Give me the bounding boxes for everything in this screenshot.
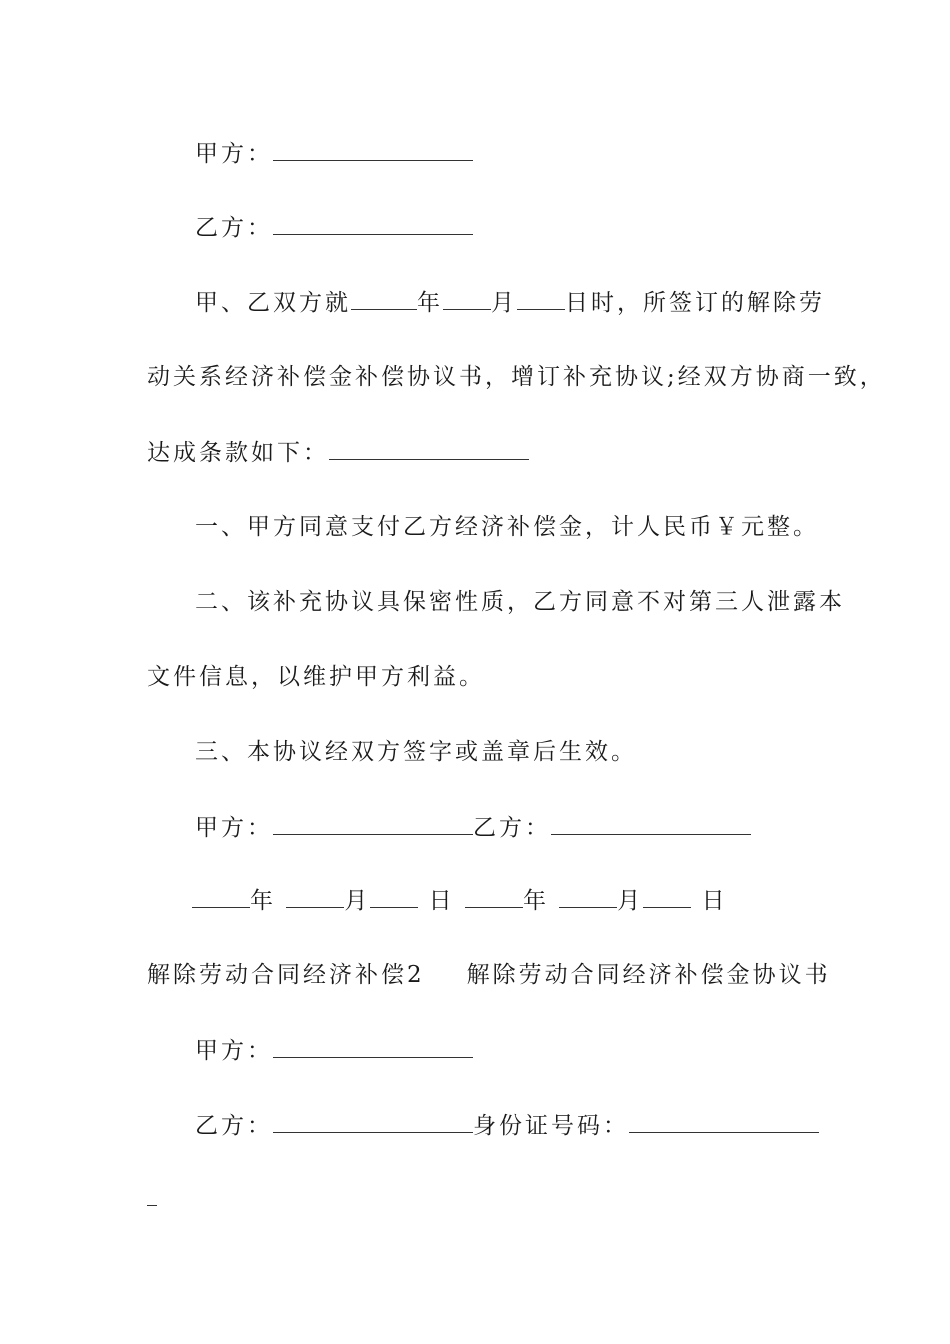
day-blank[interactable] xyxy=(517,287,565,310)
sig-a-month-blank[interactable] xyxy=(286,885,344,908)
party-a-line xyxy=(195,138,473,169)
sig-party-b-label: 乙方： xyxy=(473,815,551,841)
sig-a-month-label: 月 xyxy=(344,888,371,914)
section-2-party-b-blank[interactable] xyxy=(273,1110,473,1133)
sig-a-year-blank[interactable] xyxy=(192,885,250,908)
sig-b-year-label: 年 xyxy=(522,888,549,914)
id-number-blank[interactable] xyxy=(629,1110,819,1133)
clause-2-line-1 xyxy=(195,587,845,617)
party-a-label: 甲方： xyxy=(195,141,273,167)
month-label: 月 xyxy=(491,290,517,316)
clause-1 xyxy=(195,512,819,542)
sig-party-a-blank[interactable] xyxy=(273,812,473,835)
sig-party-a-label: 甲方： xyxy=(195,815,273,841)
preamble-line-3 xyxy=(147,437,529,468)
sig-b-month-blank[interactable] xyxy=(559,885,617,908)
sig-b-year-blank[interactable] xyxy=(465,885,523,908)
party-b-line xyxy=(195,212,473,243)
section-2-party-a-line xyxy=(195,1035,473,1066)
clause-2-line-2 xyxy=(147,662,485,692)
id-number-label: 身份证号码： xyxy=(473,1113,629,1139)
clause-1-text: 一、甲方同意支付乙方经济补偿金，计人民币￥元整。 xyxy=(195,514,819,540)
party-b-label: 乙方： xyxy=(195,215,273,241)
preamble-line-2 xyxy=(147,362,886,392)
preamble-text-1: 甲、乙双方就 xyxy=(195,290,351,316)
year-blank[interactable] xyxy=(351,287,417,310)
section-2-party-b-label: 乙方： xyxy=(195,1113,273,1139)
section-2-heading-right: 解除劳动合同经济补偿金协议书 xyxy=(466,962,831,988)
sig-b-day-blank[interactable] xyxy=(643,885,691,908)
continuation-dash xyxy=(147,1205,157,1206)
signature-dates-line xyxy=(192,885,728,916)
clause-2-text-1: 二、该补充协议具保密性质，乙方同意不对第三人泄露本 xyxy=(195,589,845,615)
clause-2-text-2: 文件信息，以维护甲方利益。 xyxy=(147,664,485,690)
preamble-text-4: 达成条款如下： xyxy=(147,440,329,466)
section-2-heading xyxy=(147,960,831,990)
section-2-party-b-line xyxy=(195,1110,819,1141)
sig-party-b-blank[interactable] xyxy=(551,812,751,835)
party-a-blank[interactable] xyxy=(273,138,473,161)
sig-b-month-label: 月 xyxy=(617,888,644,914)
party-b-blank[interactable] xyxy=(273,212,473,235)
sig-a-day-label: 日 xyxy=(428,888,455,914)
year-label: 年 xyxy=(417,290,443,316)
preamble-text-3: 动关系经济补偿金补偿协议书，增订补充协议;经双方协商一致， xyxy=(147,364,886,390)
clause-3 xyxy=(195,737,637,767)
section-2-party-a-label: 甲方： xyxy=(195,1038,273,1064)
sig-a-day-blank[interactable] xyxy=(370,885,418,908)
preamble-text-2: 日时，所签订的解除劳 xyxy=(565,290,825,316)
section-2-heading-left: 解除劳动合同经济补偿2 xyxy=(147,962,425,988)
clause-3-text: 三、本协议经双方签字或盖章后生效。 xyxy=(195,739,637,765)
preamble-line-1 xyxy=(195,287,825,318)
sig-a-year-label: 年 xyxy=(250,888,276,914)
section-2-party-a-blank[interactable] xyxy=(273,1035,473,1058)
terms-blank[interactable] xyxy=(329,437,529,460)
sig-b-day-label: 日 xyxy=(701,888,728,914)
month-blank[interactable] xyxy=(443,287,491,310)
signature-parties-line xyxy=(195,812,751,843)
